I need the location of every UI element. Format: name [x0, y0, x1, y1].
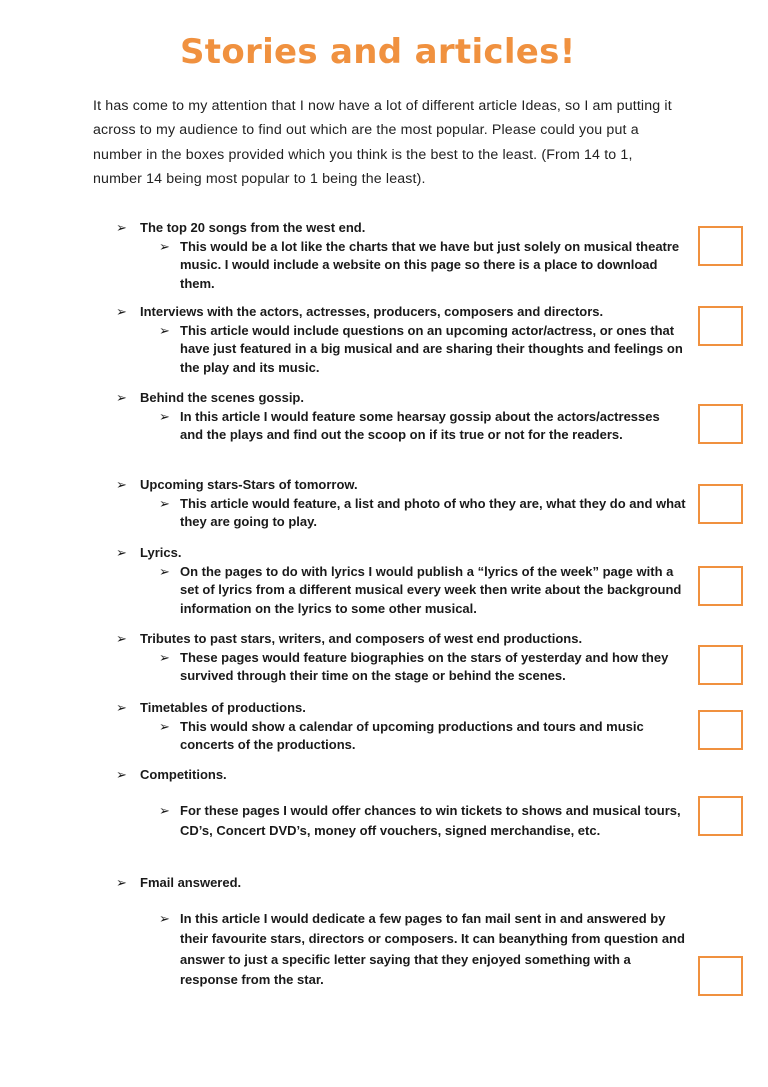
item-description — [116, 718, 686, 755]
ranking-box[interactable] — [698, 956, 743, 996]
arrow-bullet-icon: ➢ — [116, 875, 127, 890]
arrow-bullet-icon: ➢ — [116, 767, 127, 782]
list-item — [116, 766, 686, 842]
list-item — [116, 874, 686, 991]
arrow-bullet-icon: ➢ — [159, 322, 170, 338]
ranking-box[interactable] — [698, 306, 743, 346]
arrow-bullet-icon: ➢ — [159, 408, 170, 424]
item-description — [116, 238, 686, 294]
item-description-text: This article would include questions on an upcoming actor/actress, or ones that have just featured in a big musical and are sharing their thoughts and feelings on the play and its music. — [180, 322, 683, 375]
item-description — [116, 649, 686, 686]
arrow-bullet-icon: ➢ — [159, 563, 170, 579]
list-item — [116, 303, 686, 377]
item-description — [116, 408, 686, 445]
item-heading: Timetables of productions. — [140, 700, 306, 715]
arrow-bullet-icon: ➢ — [116, 220, 127, 235]
item-description — [116, 909, 686, 991]
list-item — [116, 630, 686, 686]
ranking-box[interactable] — [698, 796, 743, 836]
ranking-box[interactable] — [698, 484, 743, 524]
item-heading: The top 20 songs from the west end. — [140, 220, 366, 235]
intro-paragraph: It has come to my attention that I now have a lot of different article Ideas, so I am putting it across to my audience to find out which are the most popular. Please could you put a number in the boxes provided which you think is the best to the least. (From 14 to 1, number 14 being most popular to 1 being the least). — [93, 98, 672, 188]
list-item — [116, 544, 686, 618]
item-description-text: On the pages to do with lyrics I would publish a “lyrics of the week” page with a set of lyrics from a different musical every week then write about the background information on the lyrics to some other musical. — [180, 563, 682, 616]
arrow-bullet-icon: ➢ — [116, 390, 127, 405]
arrow-bullet-icon: ➢ — [116, 477, 127, 492]
page-title: Stories and articles! — [180, 32, 576, 72]
item-description — [116, 801, 686, 842]
item-description-text: These pages would feature biographies on the stars of yesterday and how they survived through their time on the stage or behind the scenes. — [180, 649, 669, 683]
item-description — [116, 563, 686, 619]
arrow-bullet-icon: ➢ — [159, 802, 170, 818]
arrow-bullet-icon: ➢ — [159, 649, 170, 665]
item-description — [116, 322, 686, 378]
item-description — [116, 495, 686, 532]
item-description-text: This would be a lot like the charts that we have but just solely on musical theatre music. I would include a website on this page so there is a place to download them. — [180, 238, 680, 291]
item-heading: Competitions. — [140, 767, 227, 782]
arrow-bullet-icon: ➢ — [116, 545, 127, 560]
ranking-box[interactable] — [698, 645, 743, 685]
item-description-text: This article would feature, a list and photo of who they are, what they do and what they are going to play. — [180, 495, 686, 529]
list-item — [116, 476, 686, 532]
arrow-bullet-icon: ➢ — [159, 238, 170, 254]
list-item — [116, 219, 686, 293]
item-heading: Fmail answered. — [140, 875, 242, 890]
item-description-text: In this article I would dedicate a few pages to fan mail sent in and answered by their favourite stars, directors or composers. It can beanything from question and answer to just a specific letter saying that they enjoyed something with a response from the star. — [180, 910, 685, 987]
arrow-bullet-icon: ➢ — [159, 910, 170, 926]
item-heading: Behind the scenes gossip. — [140, 390, 304, 405]
item-description-text: For these pages I would offer chances to win tickets to shows and musical tours, CD’s, Concert DVD’s, money off vouchers, signed merchandise, etc. — [180, 802, 681, 838]
list-item — [116, 389, 686, 445]
item-description-text: In this article I would feature some hearsay gossip about the actors/actresses and the plays and find out the scoop on if its true or not for the readers. — [180, 408, 660, 442]
item-heading: Interviews with the actors, actresses, producers, composers and directors. — [140, 304, 604, 319]
ranking-box[interactable] — [698, 710, 743, 750]
ranking-box[interactable] — [698, 566, 743, 606]
item-heading: Upcoming stars-Stars of tomorrow. — [140, 477, 358, 492]
arrow-bullet-icon: ➢ — [116, 700, 127, 715]
ranking-box[interactable] — [698, 226, 743, 266]
item-description-text: This would show a calendar of upcoming productions and tours and music concerts of the productions. — [180, 718, 644, 752]
arrow-bullet-icon: ➢ — [116, 631, 127, 646]
arrow-bullet-icon: ➢ — [159, 718, 170, 734]
list-item — [116, 699, 686, 755]
ranking-box[interactable] — [698, 404, 743, 444]
item-heading: Lyrics. — [140, 545, 182, 560]
arrow-bullet-icon: ➢ — [159, 495, 170, 511]
item-heading: Tributes to past stars, writers, and composers of west end productions. — [140, 631, 583, 646]
arrow-bullet-icon: ➢ — [116, 304, 127, 319]
